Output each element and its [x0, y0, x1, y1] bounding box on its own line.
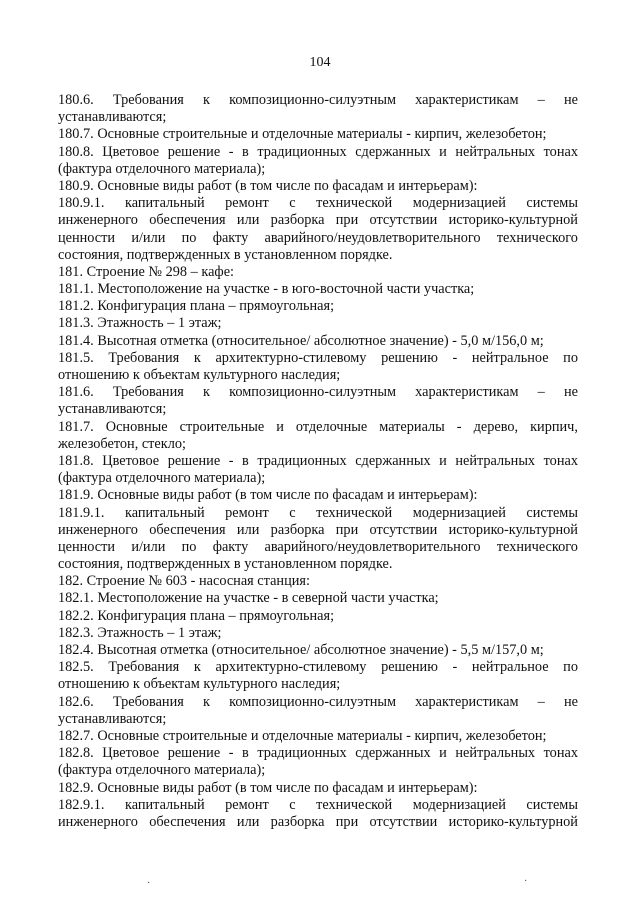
word: инженерного [58, 212, 138, 229]
word: характеристикам [415, 384, 519, 401]
word: не [564, 384, 578, 401]
word: не [564, 92, 578, 108]
word: тонах [543, 452, 578, 469]
word: технической [316, 504, 393, 521]
word: при [335, 212, 359, 229]
word: к [203, 384, 210, 401]
word: системы [526, 504, 578, 521]
word: модернизацией [412, 504, 506, 521]
word: 181.9.1. [58, 504, 105, 521]
text-line [58, 539, 578, 556]
word: архитектурно-стилевому [215, 659, 367, 676]
word: или [236, 813, 260, 830]
word: Требования [112, 384, 184, 401]
word: системы [526, 195, 578, 212]
text-line [58, 814, 578, 831]
word: капитальный [124, 195, 205, 212]
word: и/или [131, 538, 166, 555]
text-line [58, 797, 578, 814]
text-line [58, 92, 578, 109]
text-line: 182. Строение № 603 - насосная станция: [58, 573, 310, 590]
word: капитальный [124, 796, 205, 813]
word: технического [496, 229, 578, 246]
text-line [58, 659, 578, 676]
word: Цветовое [102, 143, 160, 160]
word: инженерного [58, 813, 138, 830]
text-line: 182.1. Местоположение на участке - в северной части участка; [58, 590, 439, 607]
word: характеристикам [415, 693, 519, 710]
word: при [335, 521, 359, 538]
text-line: 181.1. Местоположение на участке - в юго-восточной части участка; [58, 281, 475, 298]
word: 180.6. [58, 92, 94, 108]
text-line: 182.7. Основные строительные и отделочные материалы - кирпич, железобетон; [58, 727, 547, 744]
word: 181.7. [58, 418, 94, 435]
word: дерево, [473, 418, 519, 435]
text-line [58, 694, 578, 711]
text-line [58, 212, 578, 229]
word: историко-культурной [448, 521, 578, 538]
word: модернизацией [412, 796, 506, 813]
text-line [58, 745, 578, 762]
word: технической [316, 195, 393, 212]
word: - [228, 745, 234, 762]
text-line: 182.3. Этажность – 1 этаж; [58, 624, 222, 641]
word: факту [212, 229, 249, 246]
word: с [289, 195, 296, 212]
word: - [452, 659, 458, 676]
word: Требования [108, 659, 180, 676]
scan-speck: · [524, 876, 528, 887]
word: в [242, 143, 249, 160]
text-line: 182.2. Конфигурация плана – прямоугольная; [58, 607, 335, 624]
word: – [537, 92, 545, 108]
word: 180.9.1. [58, 195, 105, 212]
word: решение [167, 745, 221, 762]
word: не [564, 693, 578, 710]
text-line: 181.2. Конфигурация плана – прямоугольная; [58, 298, 335, 315]
page-number: 104 [309, 55, 331, 70]
document-body [58, 92, 578, 831]
word: по [563, 349, 578, 366]
text-line: состояния, подтвержденных в установленном порядке. [58, 556, 393, 573]
text-line: устанавливаются; [58, 401, 167, 418]
word: с [289, 504, 296, 521]
word: решение [167, 452, 221, 469]
word: Требования [112, 92, 184, 108]
word: – [537, 693, 545, 710]
text-line: 181.9. Основные виды работ (в том числе по фасадам и интерьерам): [58, 487, 478, 504]
word: - [228, 452, 234, 469]
word: ценности [58, 229, 116, 246]
text-line: (фактура отделочного материала); [58, 470, 266, 487]
text-line: 181. Строение № 298 – кафе: [58, 263, 235, 280]
text-line: 181.3. Этажность – 1 этаж; [58, 315, 222, 332]
text-line: 181.4. Высотная отметка (относительное/ абсолютное значение) - 5,0 м/156,0 м; [58, 332, 544, 349]
word: технической [316, 796, 393, 813]
word: и [439, 745, 447, 762]
text-line [58, 195, 578, 212]
text-line [58, 350, 578, 367]
word: с [289, 796, 296, 813]
word: или [236, 521, 260, 538]
word: 181.6. [58, 384, 94, 401]
text-line: (фактура отделочного материала); [58, 762, 266, 779]
text-line [58, 522, 578, 539]
word: нейтральных [455, 452, 536, 469]
word: нейтральных [455, 745, 536, 762]
word: отсутствии [369, 813, 438, 830]
scan-speck: · [147, 878, 151, 889]
text-line [58, 505, 578, 522]
text-line [58, 419, 578, 436]
text-line [58, 384, 578, 401]
word: 182.8. [58, 745, 94, 762]
word: тонах [543, 745, 578, 762]
word: к [193, 349, 201, 366]
word: традиционных [257, 745, 347, 762]
word: традиционных [257, 452, 347, 469]
word: нейтральное [471, 349, 549, 366]
word: и [439, 452, 447, 469]
word: системы [526, 796, 578, 813]
word: ценности [58, 538, 116, 555]
word: 181.5. [58, 349, 94, 366]
word: Требования [112, 693, 184, 710]
word: ремонт [225, 195, 269, 212]
text-line: отношению к объектам культурного наследия; [58, 367, 341, 383]
word: 180.8. [58, 143, 94, 160]
word: решение [167, 143, 221, 160]
word: разборка [270, 521, 325, 538]
word: аварийного/неудовлетворительного [264, 538, 481, 555]
word: и/или [131, 229, 166, 246]
word: ремонт [225, 796, 269, 813]
word: характеристикам [415, 92, 519, 108]
word: решению [381, 659, 438, 676]
word: разборка [270, 813, 325, 830]
word: отсутствии [369, 212, 438, 229]
text-line: устанавливаются; [58, 109, 167, 126]
word: и [439, 143, 447, 160]
word: - [456, 418, 462, 435]
word: кирпич, [530, 418, 578, 435]
word: архитектурно-стилевому [215, 349, 367, 366]
word: Требования [108, 349, 180, 366]
word: - [452, 349, 458, 366]
word: в [242, 452, 249, 469]
word: – [537, 384, 545, 401]
word: композиционно-силуэтным [229, 384, 396, 401]
text-line: отношению к объектам культурного наследия; [58, 676, 341, 693]
word: при [335, 813, 359, 830]
word: 181.8. [58, 452, 94, 469]
word: нейтральных [455, 143, 536, 160]
word: Цветовое [102, 745, 160, 762]
word: ремонт [225, 504, 269, 521]
word: сдержанных [355, 452, 431, 469]
word: Цветовое [102, 452, 160, 469]
word: историко-культурной [448, 212, 578, 229]
word: 182.6. [58, 693, 94, 710]
word: по [563, 659, 578, 676]
word: нейтральное [471, 659, 549, 676]
word: технического [496, 538, 578, 555]
text-line: 182.4. Высотная отметка (относительное/ абсолютное значение) - 5,5 м/157,0 м; [58, 642, 544, 658]
word: отсутствии [369, 521, 438, 538]
text-line: (фактура отделочного материала); [58, 160, 266, 177]
word: обеспечения [149, 521, 226, 538]
text-line: 180.9. Основные виды работ (в том числе по фасадам и интерьерам): [58, 177, 478, 194]
word: обеспечения [149, 813, 226, 830]
word: сдержанных [355, 745, 431, 762]
word: аварийного/неудовлетворительного [264, 229, 481, 246]
word: традиционных [257, 143, 347, 160]
word: 182.5. [58, 659, 94, 676]
word: сдержанных [355, 143, 431, 160]
word: инженерного [58, 521, 138, 538]
text-line: 180.7. Основные строительные и отделочные материалы - кирпич, железобетон; [58, 126, 547, 143]
text-line: состояния, подтвержденных в установленном порядке. [58, 246, 393, 263]
text-line: устанавливаются; [58, 710, 167, 727]
word: решению [381, 349, 438, 366]
word: композиционно-силуэтным [229, 693, 396, 710]
text-line: железобетон, стекло; [58, 435, 186, 452]
word: обеспечения [149, 212, 226, 229]
word: материалы [379, 418, 445, 435]
word: Основные [105, 418, 168, 435]
text-line [58, 453, 578, 470]
word: к [203, 693, 210, 710]
word: к [193, 659, 201, 676]
text-line [58, 144, 578, 161]
word: историко-культурной [448, 813, 578, 830]
word: по [181, 538, 197, 555]
word: в [242, 745, 249, 762]
word: тонах [543, 143, 578, 160]
word: 182.9.1. [58, 796, 105, 813]
word: разборка [270, 212, 325, 229]
word: отделочные [295, 418, 368, 435]
word: капитальный [124, 504, 205, 521]
word: и [276, 418, 284, 435]
word: модернизацией [412, 195, 506, 212]
word: - [228, 143, 234, 160]
word: или [236, 212, 260, 229]
word: к [203, 92, 210, 108]
word: композиционно-силуэтным [229, 92, 396, 108]
text-line [58, 230, 578, 247]
text-line: 182.9. Основные виды работ (в том числе по фасадам и интерьерам): [58, 779, 478, 796]
word: строительные [179, 418, 265, 435]
word: по [181, 229, 197, 246]
word: факту [212, 538, 249, 555]
